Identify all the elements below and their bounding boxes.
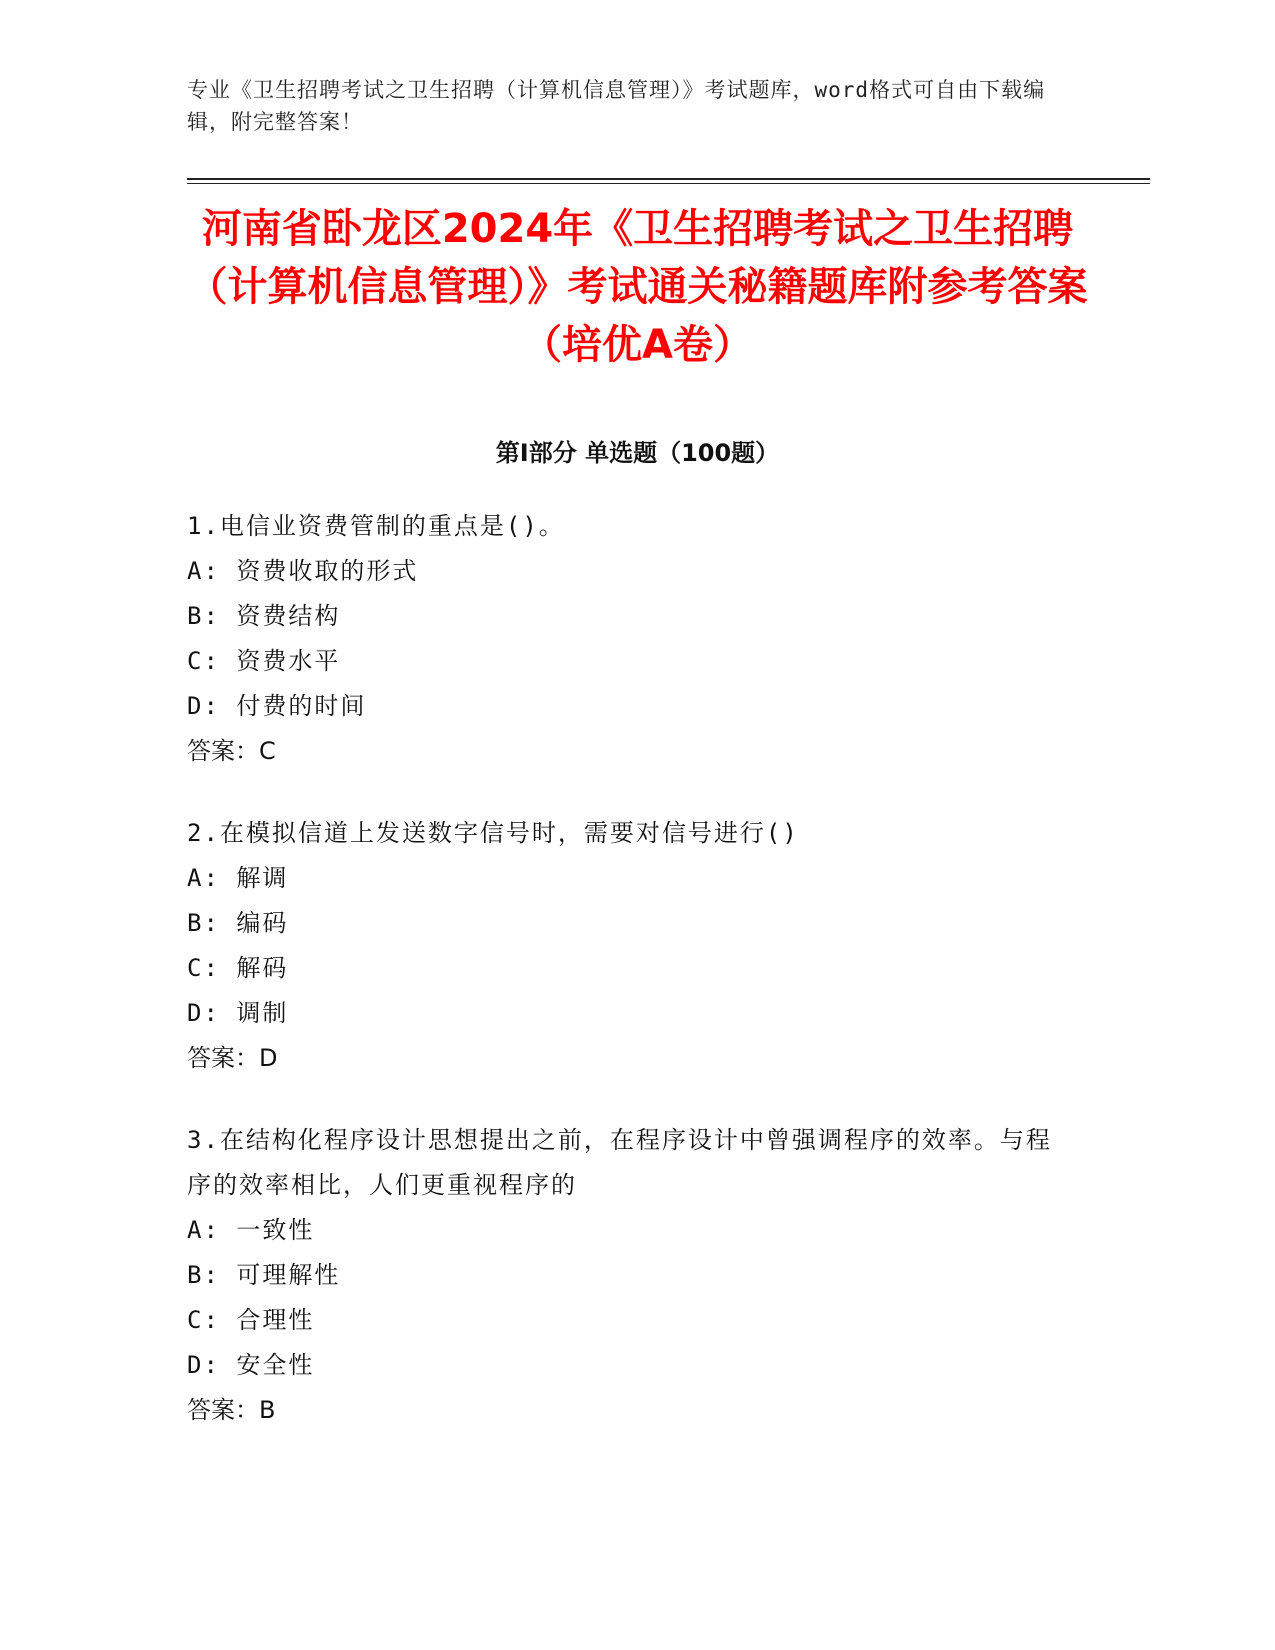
answer: 答案：D [187,1044,278,1072]
option-a: A: 一致性 [187,1216,315,1244]
answer: 答案：C [187,737,276,765]
question-2 [187,811,1067,1081]
header-note: 专业《卫生招聘考试之卫生招聘（计算机信息管理）》考试题库，word格式可自由下载编辑，附完整答案！ [187,78,1046,134]
option-a: A: 解调 [187,864,289,892]
option-c: C: 解码 [187,954,289,982]
option-b: B: 可理解性 [187,1261,341,1289]
question-1 [187,504,1067,774]
option-c: C: 合理性 [187,1306,315,1334]
header-divider-thick [187,178,1150,180]
question-3 [187,1118,1067,1433]
option-a: A: 资费收取的形式 [187,557,419,585]
question-stem: 2.在模拟信道上发送数字信号时，需要对信号进行() [187,819,799,847]
answer: 答案：B [187,1396,276,1424]
option-b: B: 编码 [187,909,289,937]
option-c: C: 资费水平 [187,647,341,675]
option-d: D: 安全性 [187,1351,315,1379]
section-heading: 第I部分 单选题（100题） [495,439,780,467]
header-divider-thin [187,183,1150,184]
option-d: D: 调制 [187,999,289,1027]
question-stem: 1.电信业资费管制的重点是()。 [187,512,565,540]
option-d: D: 付费的时间 [187,692,367,720]
question-stem: 3.在结构化程序设计思想提出之前，在程序设计中曾强调程序的效率。与程序的效率相比，人们更重视程序的 [187,1126,1052,1199]
option-b: B: 资费结构 [187,602,341,630]
document-title: 河南省卧龙区2024年《卫生招聘考试之卫生招聘（计算机信息管理）》考试通关秘籍题库附参考答案（培优A卷） [187,206,1088,368]
